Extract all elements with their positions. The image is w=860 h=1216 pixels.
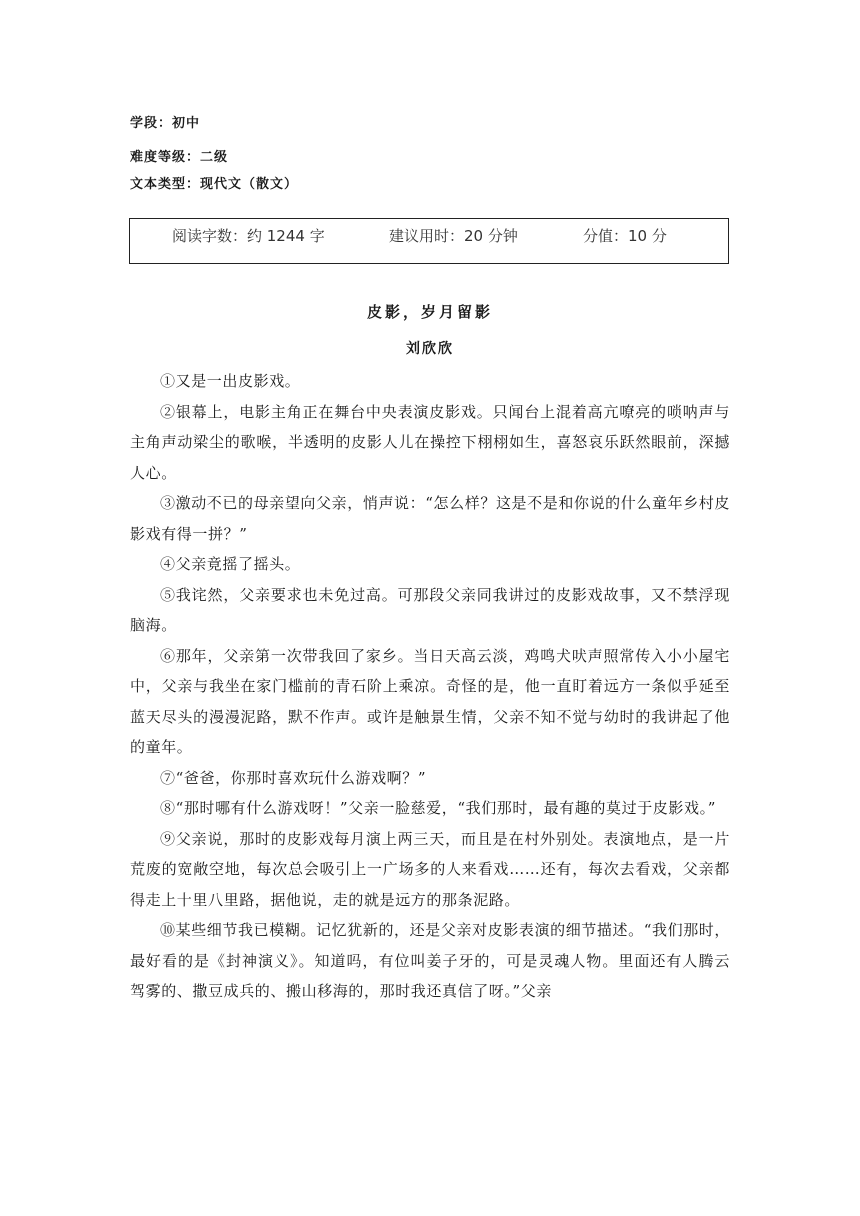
paragraph-7: ⑦“爸爸，你那时喜欢玩什么游戏啊？” [160, 768, 427, 787]
paragraph-10: ⑩某些细节我已模糊。记忆犹新的，还是父亲对皮影表演的细节描述。“我们那时，最好看的是《封神演义》。知道吗，有位叫姜子牙的，可是灵魂人物。里面还有人腾云驾雾的、撒豆成兵的、搬山移海的，那时我还真信了呀。”父亲 [130, 921, 730, 1000]
article-body [130, 366, 730, 1007]
paragraph-9: ⑨父亲说，那时的皮影戏每月演上两三天，而且是在村外别处。表演地点，是一片荒废的宽敞空地，每次总会吸引上一广场多的人来看戏……还有，每次去看戏，父亲都得走上十里八里路，据他说，走的就是远方的那条泥路。 [130, 829, 730, 909]
school-stage-label: 学段：初中 [130, 116, 201, 131]
score-value: 分值：10 分 [583, 227, 667, 245]
word-count: 阅读字数：约 1244 字 [172, 227, 325, 245]
paragraph-6: ⑥那年，父亲第一次带我回了家乡。当日天高云淡，鸡鸣犬吠声照常传入小小屋宅中，父亲与我坐在家门槛前的青石阶上乘凉。奇怪的是，他一直盯着远方一条似乎延至蓝天尽头的漫漫泥路，默不作声。或许是触景生情，父亲不知不觉与幼时的我讲起了他的童年。 [130, 646, 730, 756]
article-author: 刘欣欣 [406, 341, 454, 357]
paragraph-2: ②银幕上，电影主角正在舞台中央表演皮影戏。只闻台上混着高亢嘹亮的唢呐声与主角声动梁尘的歌喉，半透明的皮影人儿在操控下栩栩如生，喜怒哀乐跃然眼前，深撼人心。 [130, 402, 730, 482]
suggested-time: 建议用时：20 分钟 [389, 227, 518, 245]
reading-info-box [129, 218, 729, 264]
paragraph-4: ④父亲竟摇了摇头。 [160, 555, 301, 573]
paragraph-3: ③激动不已的母亲望向父亲，悄声说：“怎么样？这是不是和你说的什么童年乡村皮影戏有得一拼？” [130, 494, 730, 543]
article-title: 皮影，岁月留影 [366, 303, 493, 321]
text-type-label: 文本类型：现代文（散文） [130, 177, 299, 192]
difficulty-label: 难度等级：二级 [130, 150, 229, 165]
paragraph-1: ①又是一出皮影戏。 [160, 372, 301, 390]
paragraph-8: ⑧“那时哪有什么游戏呀！”父亲一脸慈爱，“我们那时，最有趣的莫过于皮影戏。” [160, 799, 716, 817]
paragraph-5: ⑤我诧然，父亲要求也未免过高。可那段父亲同我讲过的皮影戏故事，又不禁浮现脑海。 [130, 585, 730, 634]
